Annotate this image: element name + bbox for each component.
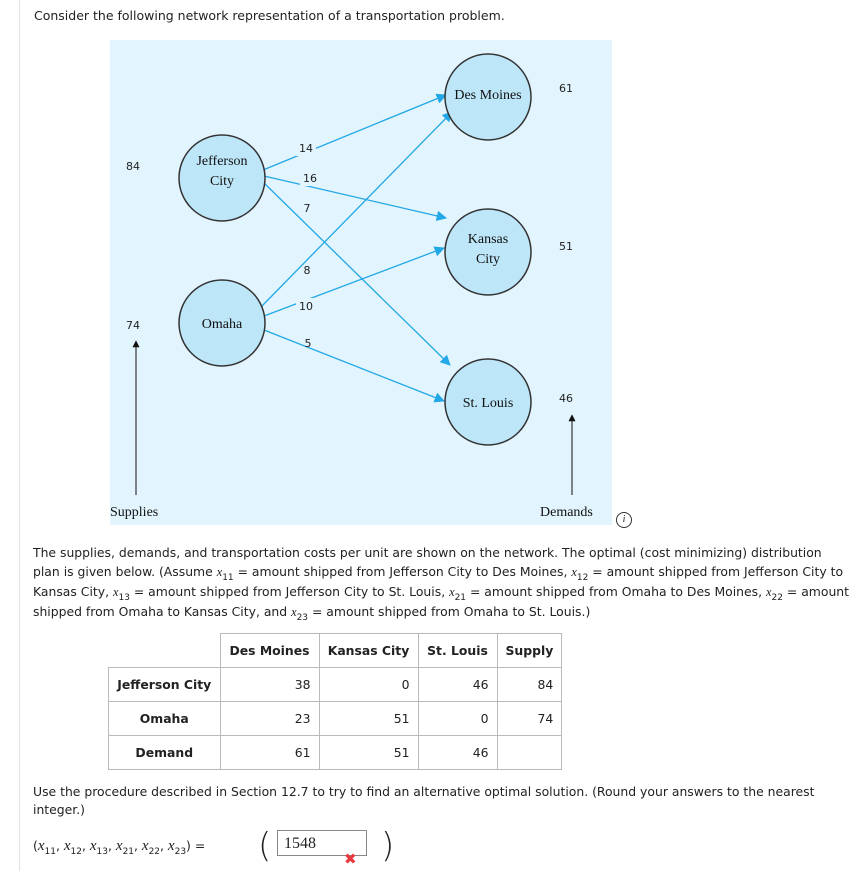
node-omaha-label: Omaha [201,317,243,332]
table-row [109,736,562,770]
table-cell: 38 [220,668,319,702]
demand-st-louis: 46 [559,392,573,405]
table-header: St. Louis [418,634,497,668]
var-sub: 12 [576,573,589,583]
node-jefferson-city-line1: Jefferson [196,154,248,169]
edge-jc-dm [263,95,446,170]
table-cell: 0 [319,668,418,702]
table-cell: 74 [497,702,562,736]
instruction-text: Use the procedure described in Section 12.7 to try to find an alternative optimal solution. (Round your answers to the nearest integer.) [33,784,815,817]
row-label: Demand [109,736,221,770]
table-cell: 51 [319,736,418,770]
node-st-louis-label: St. Louis [462,396,514,411]
table-cell: 51 [319,702,418,736]
intro-text: Consider the following network representation of a transportation problem. [34,8,505,23]
para-text-7: = amount shipped from Omaha to St. Louis.) [308,604,591,619]
var-sub: 11 [222,573,234,583]
supply-jefferson-city: 84 [126,160,140,173]
table-cell: 46 [418,736,497,770]
supply-omaha: 74 [126,319,140,332]
table-cell: 46 [418,668,497,702]
cost-jc-kc: 16 [303,172,317,185]
open-paren: ( [258,826,272,866]
var-sub: 22 [148,847,161,857]
var-x: x [571,565,577,579]
edge-om-kc [264,248,444,316]
row-label: Jefferson City [109,668,221,702]
para-text-2: = amount shipped from Jefferson City to Des Moines, [233,564,572,579]
var-sub: 21 [122,847,135,857]
table-cell: 0 [418,702,497,736]
table-cell: 84 [497,668,562,702]
info-circle-icon[interactable]: i [616,512,632,528]
node-kansas-city-line2: City [475,252,501,267]
var-x: x [216,565,223,579]
network-svg [110,40,612,525]
vars-close-equals: ) = [186,838,206,853]
table-header: Supply [497,634,562,668]
node-des-moines-label: Des Moines [454,88,522,103]
answer-input[interactable]: 1548 [277,830,367,856]
table-cell [497,736,562,770]
node-kansas-city-line1: Kansas [467,232,509,247]
cost-om-sl: 5 [304,337,312,350]
var-sub: 22 [771,593,783,603]
var-x: x [112,585,119,599]
para-text-3: = amount shipped from Jefferson City to Kansas City, [33,564,844,599]
cost-om-dm: 8 [303,264,311,277]
table-cell: 23 [220,702,319,736]
var-sub: 21 [454,593,467,603]
table-header: Des Moines [220,634,319,668]
node-jefferson-city-line2: City [209,174,235,189]
var-x: x [141,838,149,854]
demands-label: Demands [540,505,593,520]
demand-des-moines: 61 [559,82,573,95]
table-header-row [109,634,562,668]
distribution-table [108,633,562,770]
var-sub: 12 [70,847,82,857]
cost-jc-sl: 7 [303,202,311,215]
para-text-1: The supplies, demands, and transportation costs per unit are shown on the network. The optimal (cost minimizing) distribution plan is given below. (Assume [33,545,822,579]
var-sub: 13 [118,593,130,603]
demand-kansas-city: 51 [559,240,573,253]
var-sub: 23 [296,613,309,623]
cost-om-kc: 10 [299,300,313,313]
table-header: Kansas City [319,634,418,668]
var-sub: 23 [174,847,187,857]
vars-open-paren: ( [33,838,38,853]
supplies-label: Supplies [110,505,159,520]
answer-variables: ($x_{11}$, $x_{12}$, $x_{13}$, $x_{21}$, $x_{22}$, $x_{23}$) = [33,838,206,857]
var-x: x [167,838,175,854]
table-corner [109,634,221,668]
para-text-5: = amount shipped from Omaha to Des Moines, [466,584,766,599]
description-paragraph [33,543,849,622]
para-text-6: = amount shipped from Omaha to Kansas City, and [33,584,850,619]
incorrect-x-icon: ✖ [344,850,357,868]
close-paren: ) [381,826,395,866]
edge-om-sl [264,330,444,401]
var-x: x [115,838,123,854]
table-row [109,668,562,702]
var-sub: 11 [44,847,56,857]
var-x: x [89,838,97,854]
var-x: x [449,585,455,599]
cost-jc-dm: 14 [299,142,313,155]
var-x: x [37,838,45,854]
row-label: Omaha [109,702,221,736]
edge-om-dm [260,112,452,308]
var-x: x [63,838,71,854]
left-rule [19,0,20,871]
var-sub: 13 [96,847,108,857]
network-diagram [110,40,612,525]
table-row [109,702,562,736]
var-x: x [291,605,297,619]
var-x: x [765,585,772,599]
para-text-4: = amount shipped from Jefferson City to St. Louis, [129,584,450,599]
table-cell: 61 [220,736,319,770]
